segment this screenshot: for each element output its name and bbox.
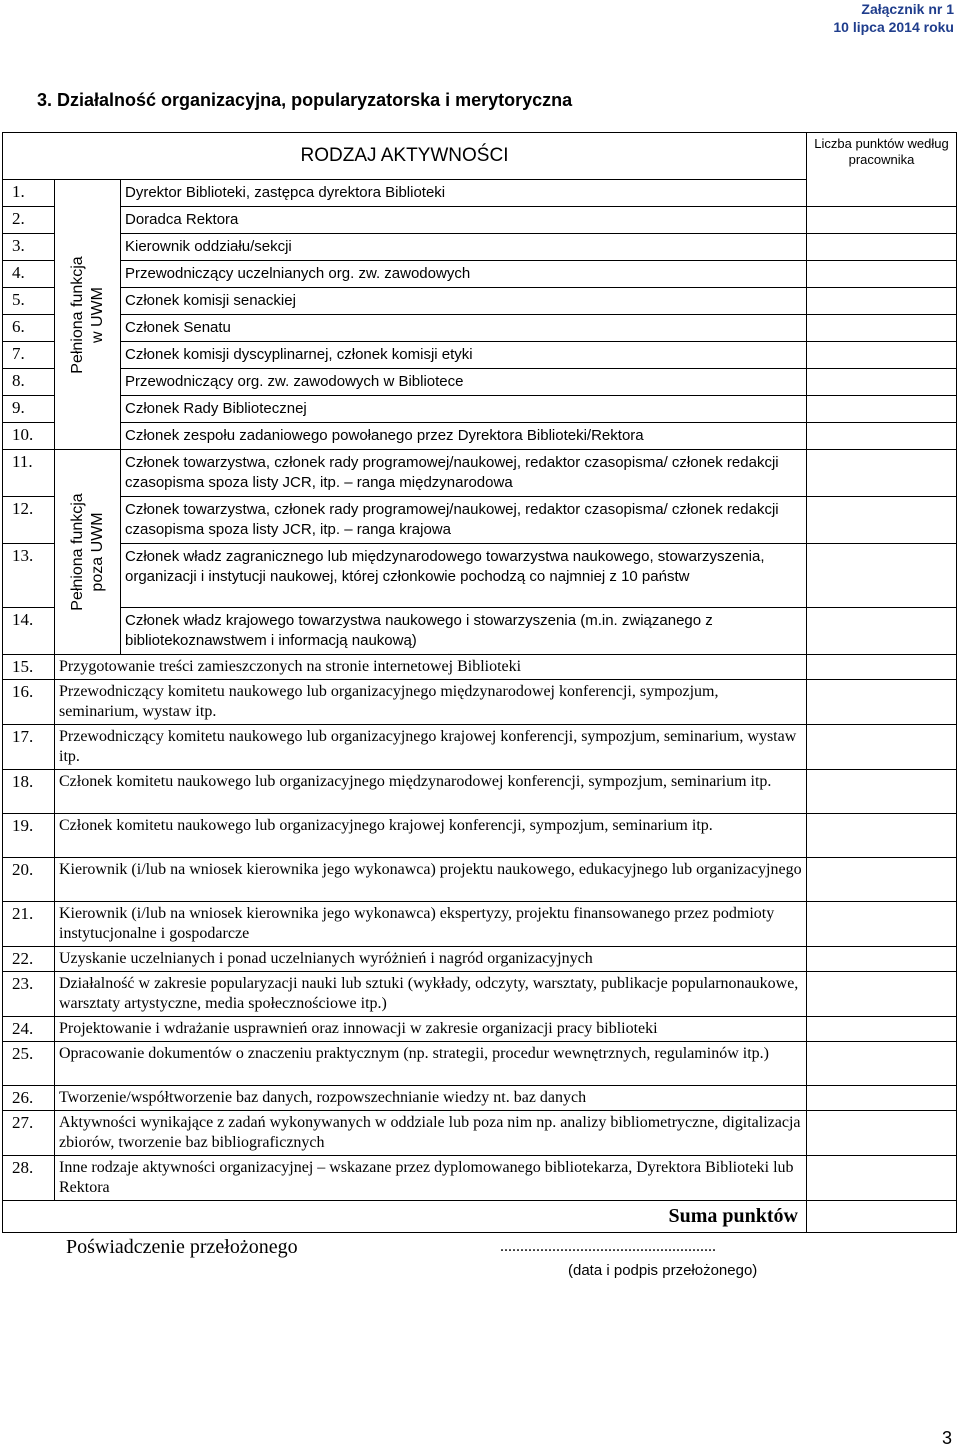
activity-description: Uzyskanie uczelnianych i ponad uczelnianych wyróżnień i nagród organizacyjnych (55, 947, 807, 972)
points-cell[interactable] (807, 902, 957, 947)
points-column-header: Liczba punktów według pracownika (807, 133, 957, 207)
page-number: 3 (941, 1428, 952, 1448)
table-row (3, 315, 957, 342)
row-number: 3. (3, 234, 55, 261)
table-row (3, 1042, 957, 1086)
activity-description: Członek komitetu naukowego lub organizacyjnego międzynarodowej konferencji, sympozjum, seminarium itp. (55, 770, 807, 814)
activity-description: Członek Senatu (121, 315, 807, 342)
row-number: 17. (3, 725, 55, 770)
points-cell[interactable] (807, 450, 957, 497)
points-cell[interactable] (807, 1042, 957, 1086)
table-row (3, 544, 957, 608)
table-row (3, 369, 957, 396)
section-title: 3. Działalność organizacyjna, popularyzatorska i merytoryczna (37, 90, 573, 110)
points-cell[interactable] (807, 207, 957, 234)
row-number: 16. (3, 680, 55, 725)
column-title: RODZAJ AKTYWNOŚCI (3, 133, 807, 180)
row-number: 7. (3, 342, 55, 369)
activity-description: Członek Rady Bibliotecznej (121, 396, 807, 423)
group-label-outside-uwm: Pełniona funkcja poza UWM (68, 493, 106, 611)
activity-description: Doradca Rektora (121, 207, 807, 234)
annex-label: Załącznik nr 1 (861, 1, 954, 17)
row-number: 13. (3, 544, 55, 608)
group-label-uwm: Pełniona funkcja w UWM (68, 255, 106, 374)
points-cell[interactable] (807, 814, 957, 858)
table-row (3, 608, 957, 655)
points-cell[interactable] (807, 396, 957, 423)
sum-points-cell[interactable] (807, 1201, 957, 1233)
activity-description: Członek władz zagranicznego lub międzynarodowego towarzystwa naukowego, stowarzyszenia, organizacji i instytucji naukowej, której członkowie pochodzą co najmniej z 10 państw (121, 544, 807, 608)
points-cell[interactable] (807, 947, 957, 972)
points-cell[interactable] (807, 497, 957, 544)
points-cell[interactable] (807, 608, 957, 655)
table-row (3, 497, 957, 544)
table-header-row (3, 133, 957, 180)
points-cell[interactable] (807, 1111, 957, 1156)
points-cell[interactable] (807, 770, 957, 814)
row-number: 4. (3, 261, 55, 288)
row-number: 15. (3, 655, 55, 680)
row-number: 21. (3, 902, 55, 947)
activity-table (2, 132, 957, 1233)
points-cell[interactable] (807, 544, 957, 608)
row-number: 11. (3, 450, 55, 497)
points-cell[interactable] (807, 315, 957, 342)
activity-description: Przygotowanie treści zamieszczonych na stronie internetowej Biblioteki (55, 655, 807, 680)
activity-description: Przewodniczący uczelnianych org. zw. zawodowych (121, 261, 807, 288)
points-cell[interactable] (807, 680, 957, 725)
table-row (3, 655, 957, 680)
row-number: 12. (3, 497, 55, 544)
activity-description: Kierownik (i/lub na wniosek kierownika jego wykonawca) ekspertyzy, projektu finansowanego przez podmioty instytucjonalne i gospodarcze (55, 902, 807, 947)
row-number: 27. (3, 1111, 55, 1156)
activity-description: Członek komisji dyscyplinarnej, członek komisji etyki (121, 342, 807, 369)
table-row (3, 972, 957, 1017)
points-cell[interactable] (807, 369, 957, 396)
row-number: 8. (3, 369, 55, 396)
activity-description: Tworzenie/współtworzenie baz danych, rozpowszechnianie wiedzy nt. baz danych (55, 1086, 807, 1111)
activity-description: Członek komisji senackiej (121, 288, 807, 315)
points-cell[interactable] (807, 1156, 957, 1201)
row-number: 24. (3, 1017, 55, 1042)
activity-description: Opracowanie dokumentów o znaczeniu praktycznym (np. strategii, procedur wewnętrznych, regulaminów itp.) (55, 1042, 807, 1086)
sum-label: Suma punktów (3, 1201, 807, 1233)
row-number: 26. (3, 1086, 55, 1111)
table-row (3, 288, 957, 315)
table-row (3, 342, 957, 369)
points-cell[interactable] (807, 1017, 957, 1042)
activity-description: Przewodniczący komitetu naukowego lub organizacyjnego krajowej konferencji, sympozjum, seminarium, wystaw itp. (55, 725, 807, 770)
activity-description: Członek towarzystwa, członek rady programowej/naukowej, redaktor czasopisma/ członek redakcji czasopisma spoza listy JCR, itp. – ranga krajowa (121, 497, 807, 544)
row-number: 19. (3, 814, 55, 858)
points-cell[interactable] (807, 261, 957, 288)
points-cell[interactable] (807, 234, 957, 261)
sum-row (3, 1201, 957, 1233)
points-cell[interactable] (807, 972, 957, 1017)
points-cell[interactable] (807, 342, 957, 369)
row-number: 2. (3, 207, 55, 234)
table-row (3, 770, 957, 814)
signature-line: ...................................................... (500, 1238, 716, 1255)
points-cell[interactable] (807, 1086, 957, 1111)
table-row (3, 1017, 957, 1042)
points-cell[interactable] (807, 655, 957, 680)
row-number: 18. (3, 770, 55, 814)
table-row (3, 207, 957, 234)
row-number: 23. (3, 972, 55, 1017)
row-number: 28. (3, 1156, 55, 1201)
row-number: 6. (3, 315, 55, 342)
table-row (3, 1111, 957, 1156)
table-row (3, 1086, 957, 1111)
row-number: 10. (3, 423, 55, 450)
activity-description: Dyrektor Biblioteki, zastępca dyrektora Biblioteki (121, 180, 807, 207)
table-row (3, 450, 957, 497)
row-number: 1. (3, 180, 55, 207)
activity-description: Członek zespołu zadaniowego powołanego przez Dyrektora Biblioteki/Rektora (121, 423, 807, 450)
activity-description: Aktywności wynikające z zadań wykonywanych w oddziale lub poza nim np. analizy bibliometryczne, digitalizacja zbiorów, tworzenie baz bibliograficznych (55, 1111, 807, 1156)
table-row (3, 858, 957, 902)
points-cell[interactable] (807, 288, 957, 315)
activity-description: Działalność w zakresie popularyzacji nauki lub sztuki (wykłady, odczyty, warsztaty, publikacje popularnonaukowe, warsztaty artystyczne, media społecznościowe itp.) (55, 972, 807, 1017)
row-number: 25. (3, 1042, 55, 1086)
activity-description: Kierownik (i/lub na wniosek kierownika jego wykonawca) projektu naukowego, edukacyjnego lub organizacyjnego (55, 858, 807, 902)
activity-description: Członek towarzystwa, członek rady programowej/naukowej, redaktor czasopisma/ członek redakcji czasopisma spoza listy JCR, itp. – ranga międzynarodowa (121, 450, 807, 497)
activity-description: Przewodniczący org. zw. zawodowych w Bibliotece (121, 369, 807, 396)
row-number: 20. (3, 858, 55, 902)
table-row (3, 396, 957, 423)
annex-date: 10 lipca 2014 roku (833, 19, 954, 35)
activity-description: Projektowanie i wdrażanie usprawnień oraz innowacji w zakresie organizacji pracy biblioteki (55, 1017, 807, 1042)
table-row (3, 234, 957, 261)
points-cell[interactable] (807, 423, 957, 450)
activity-description: Członek władz krajowego towarzystwa naukowego i stowarzyszenia (m.in. związanego z bibliotekoznawstwem i informacją naukową) (121, 608, 807, 655)
table-row (3, 902, 957, 947)
signature-caption: (data i podpis przełożonego) (568, 1262, 758, 1279)
row-number: 5. (3, 288, 55, 315)
table-row (3, 814, 957, 858)
row-number: 9. (3, 396, 55, 423)
points-cell[interactable] (807, 725, 957, 770)
table-row (3, 947, 957, 972)
table-row (3, 1156, 957, 1201)
supervisor-statement: Poświadczenie przełożonego (66, 1236, 298, 1258)
points-cell[interactable] (807, 858, 957, 902)
row-number: 22. (3, 947, 55, 972)
activity-description: Kierownik oddziału/sekcji (121, 234, 807, 261)
table-row (3, 725, 957, 770)
document-header (833, 0, 954, 36)
table-row (3, 680, 957, 725)
table-row (3, 261, 957, 288)
activity-description: Inne rodzaje aktywności organizacyjnej – wskazane przez dyplomowanego bibliotekarza, Dyrektora Biblioteki lub Rektora (55, 1156, 807, 1201)
row-number: 14. (3, 608, 55, 655)
activity-description: Członek komitetu naukowego lub organizacyjnego krajowej konferencji, sympozjum, seminarium itp. (55, 814, 807, 858)
table-row (3, 423, 957, 450)
activity-description: Przewodniczący komitetu naukowego lub organizacyjnego międzynarodowej konferencji, sympozjum, seminarium, wystaw itp. (55, 680, 807, 725)
